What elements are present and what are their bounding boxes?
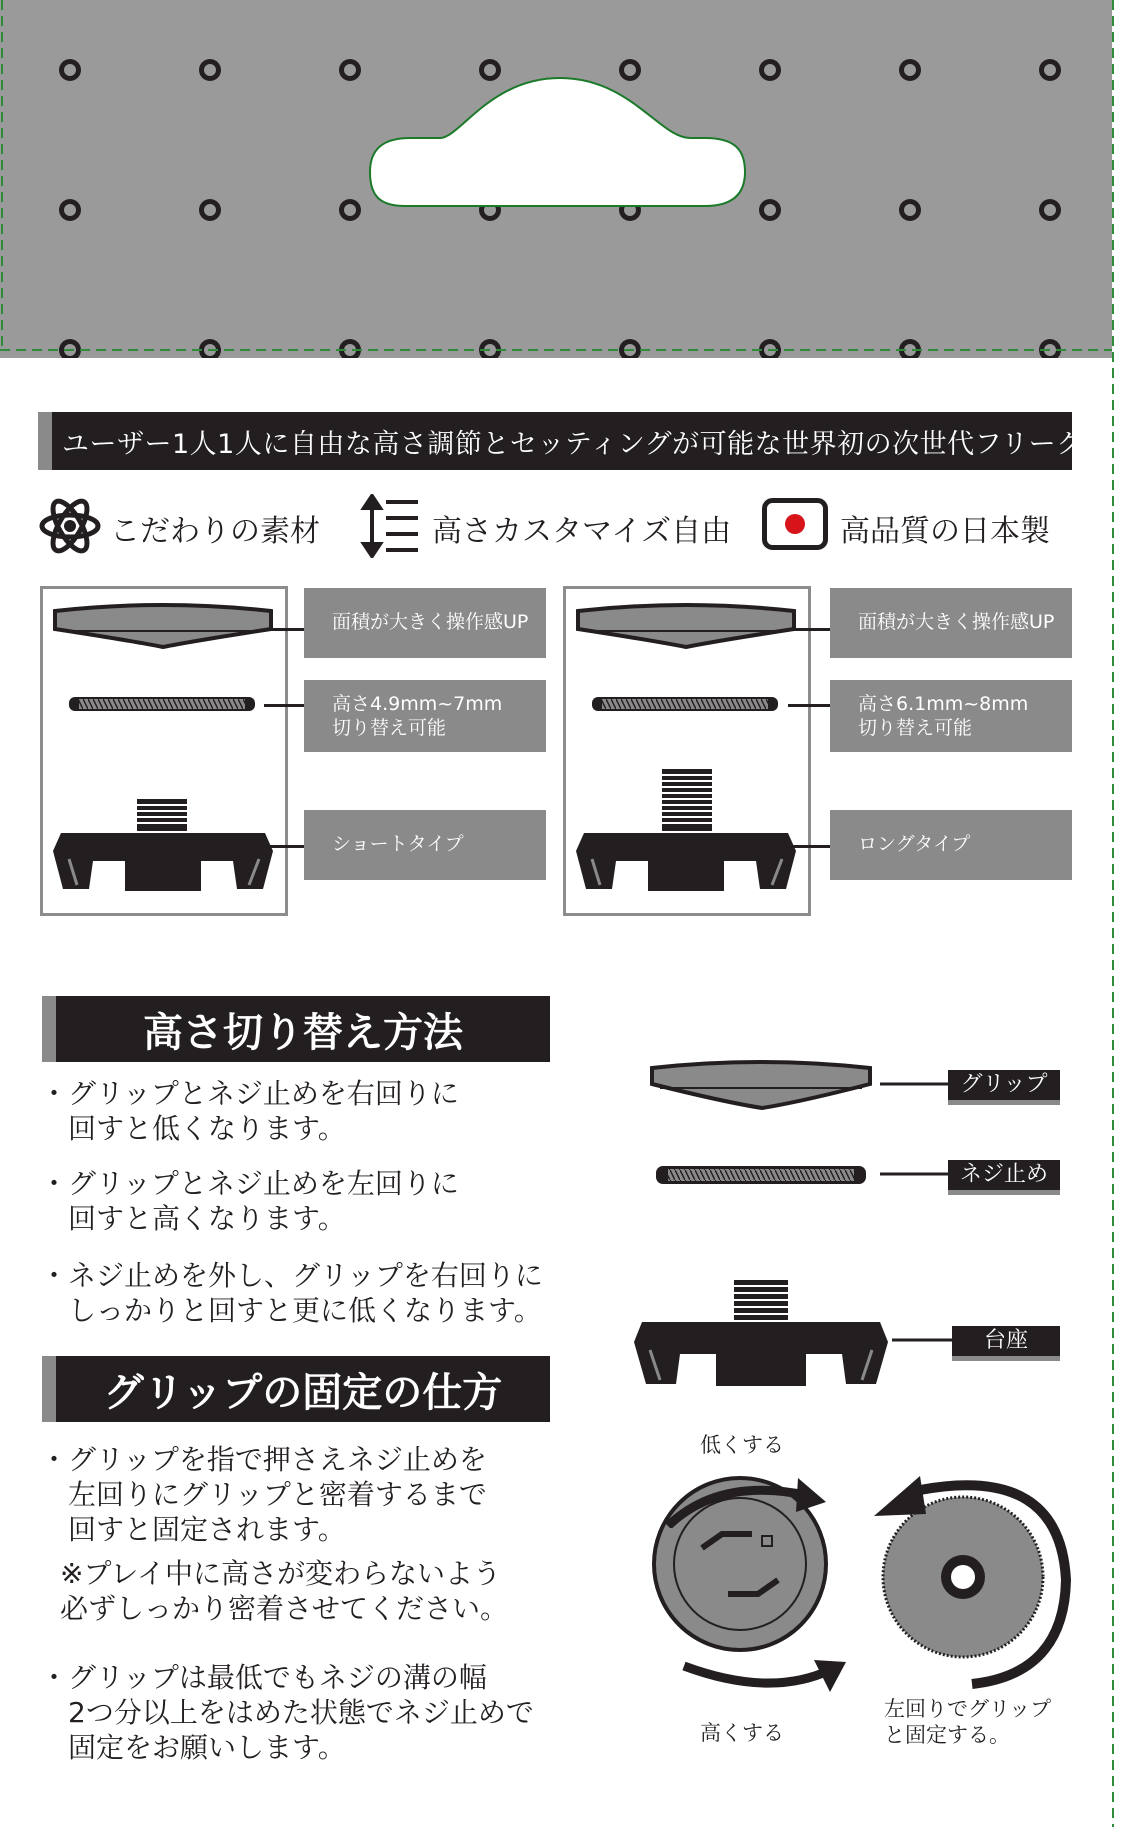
rotate-arrow-bottom-icon [680, 1658, 850, 1718]
leader-line [792, 845, 830, 848]
part-tag-base: 台座 [952, 1326, 1060, 1361]
grip-fix-note: ※プレイ中に高さが変わらないよう 必ずしっかり密着させてください。 [60, 1557, 509, 1625]
fix-label: 左回りでグリップ と固定する。 [884, 1697, 1052, 1747]
long-grip-label: 面積が大きく操作感UP [830, 588, 1072, 658]
leader-line [792, 628, 830, 631]
short-grip-label: 面積が大きく操作感UP [304, 588, 546, 658]
long-height-label: 高さ6.1mm~8mm 切り替え可能 [830, 680, 1072, 752]
feature-height-custom: 高さカスタマイズ自由 [432, 514, 732, 549]
grip-part [578, 605, 794, 647]
height-switch-title: 高さ切り替え方法 [143, 1009, 463, 1056]
grip-fix-item-1: ・グリップを指で押さえネジ止めを 左回りにグリップと密着するまで 回すと固定されます。 [40, 1443, 487, 1546]
height-switch-item-3: ・ネジ止めを外し、グリップを右回りに しっかりと回すと更に低くなります。 [40, 1259, 543, 1327]
feature-made-in-japan: 高品質の日本製 [840, 514, 1050, 549]
long-base-part [576, 769, 796, 891]
atom-icon [38, 494, 102, 558]
rotate-arrow-top-icon [660, 1468, 830, 1528]
leader-line [788, 704, 830, 707]
grip-part [55, 605, 271, 647]
part-tag-grip: グリップ [948, 1070, 1060, 1105]
japan-flag-icon [762, 498, 828, 550]
grip-fix-title: グリップの固定の仕方 [103, 1369, 503, 1416]
rotate-counterclockwise-icon [860, 1470, 1080, 1700]
long-type-label: ロングタイプ [830, 810, 1072, 880]
height-switch-title-banner [42, 996, 550, 1062]
base-part [634, 1280, 888, 1386]
grip-fix-item-2: ・グリップは最低でもネジの溝の幅 2つ分以上をはめた状態でネジ止めで 固定をお願いします。 [40, 1661, 534, 1764]
leader-line [264, 704, 304, 707]
lower-label: 低くする [700, 1433, 784, 1457]
headline-banner [38, 412, 1084, 470]
height-adjust-icon [360, 494, 420, 558]
grip-fix-title-banner [42, 1356, 550, 1422]
higher-label: 高くする [700, 1721, 784, 1745]
long-type-diagram-box [563, 586, 811, 916]
part-tag-screw: ネジ止め [948, 1160, 1060, 1195]
short-height-label: 高さ4.9mm~7mm 切り替え可能 [304, 680, 546, 752]
leader-line [268, 628, 304, 631]
short-type-diagram-box [40, 586, 288, 916]
short-type-label: ショートタイプ [304, 810, 546, 880]
feature-material: こだわりの素材 [110, 514, 320, 549]
grip-part [652, 1062, 870, 1108]
height-switch-item-2: ・グリップとネジ止めを左回りに 回すと高くなります。 [40, 1167, 459, 1235]
headline-text: ユーザー1人1人に自由な高さ調節とセッティングが可能な世界初の次世代フリーク [62, 428, 1084, 460]
short-base-part [53, 799, 273, 891]
leader-line [268, 845, 304, 848]
height-switch-item-1: ・グリップとネジ止めを右回りに 回すと低くなります。 [40, 1077, 459, 1145]
